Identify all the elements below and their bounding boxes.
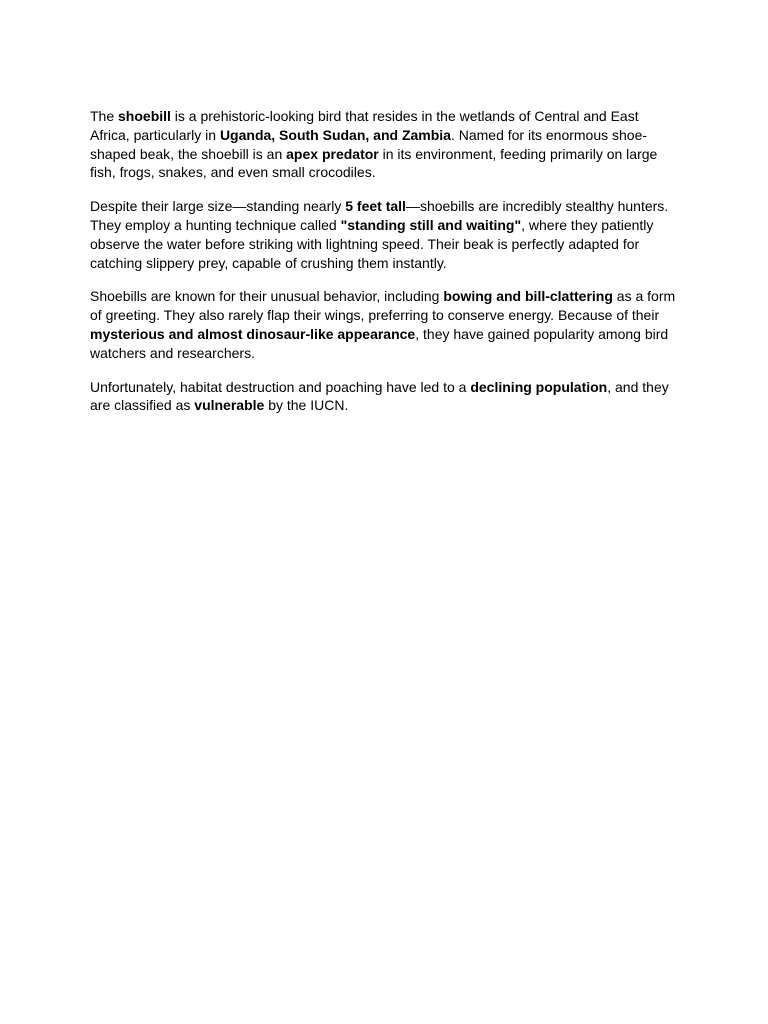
bold-text-run: mysterious and almost dinosaur-like appearance	[90, 325, 416, 342]
text-run: , where they patiently observe the water before striking with lightning speed. Their beak is perfectly adapted for catching slippery prey, capable of crushing them instantly.	[90, 216, 654, 271]
text-run: . Named for its enormous shoe-shaped beak, the shoebill is an	[90, 126, 648, 162]
text-run: Despite their large size—standing nearly	[90, 198, 346, 215]
paragraph-3	[90, 287, 680, 362]
bold-text-run: shoebill	[118, 108, 171, 124]
bold-text-run: bowing and bill-clattering	[443, 288, 613, 305]
bold-text-run: declining population	[470, 378, 608, 395]
bold-text-run: 5 feet tall	[345, 198, 406, 215]
text-run: The	[90, 108, 119, 124]
paragraph-4	[90, 378, 680, 416]
text-run: as a form of greeting. They also rarely flap their wings, preferring to conserve energy. Because of their	[90, 288, 676, 324]
document-body	[90, 107, 680, 430]
paragraph-2	[90, 197, 680, 272]
bold-text-run: apex predator	[286, 145, 379, 162]
bold-text-run: Uganda, South Sudan, and Zambia	[219, 126, 451, 143]
text-run: , and they are classified as	[90, 378, 669, 414]
paragraph-1	[90, 107, 680, 182]
bold-text-run: vulnerable	[194, 397, 265, 414]
text-run: Shoebills are known for their unusual behavior, including	[90, 288, 444, 305]
text-run: in its environment, feeding primarily on large fish, frogs, snakes, and even small crocodiles.	[90, 145, 658, 181]
text-run: by the IUCN.	[264, 397, 349, 414]
text-run: is a prehistoric-looking bird that resides in the wetlands of Central and East Africa, particularly in	[90, 108, 639, 143]
text-run: —shoebills are incredibly stealthy hunters. They employ a hunting technique called	[90, 198, 669, 233]
text-run: , they have gained popularity among bird watchers and researchers.	[90, 325, 669, 361]
text-run: Unfortunately, habitat destruction and poaching have led to a	[90, 378, 471, 395]
bold-text-run: "standing still and waiting"	[340, 216, 522, 233]
